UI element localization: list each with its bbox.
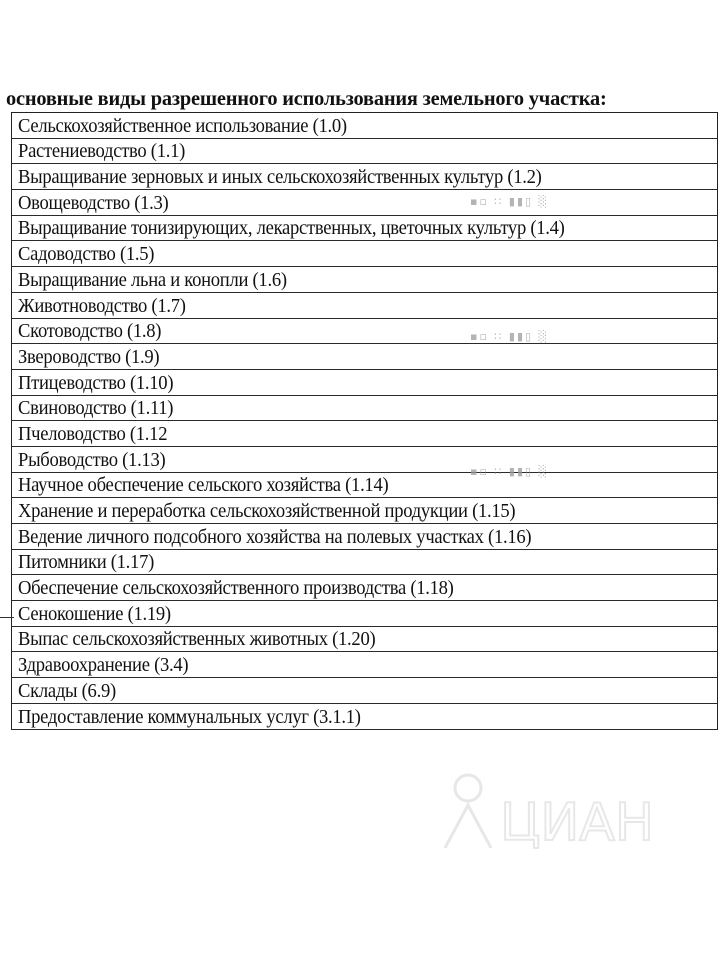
table-row xyxy=(12,319,717,345)
scan-artifact: ▪▫ ∷ ▮▮▯ ░ xyxy=(470,465,550,478)
table-row xyxy=(12,678,717,704)
land-use-cell: Хранение и переработка сельскохозяйственной продукции (1.15) xyxy=(18,500,516,522)
land-use-table xyxy=(11,112,718,730)
table-row xyxy=(12,267,717,293)
land-use-cell: Выращивание зерновых и иных сельскохозяйственных культур (1.2) xyxy=(18,166,542,189)
table-row xyxy=(12,344,717,370)
land-use-cell: Растениеводство (1.1) xyxy=(18,140,186,163)
stray-scan-line xyxy=(0,617,14,618)
land-use-cell: Животноводство (1.7) xyxy=(18,294,186,317)
land-use-cell: Выращивание льна и конопли (1.6) xyxy=(18,268,287,291)
land-use-cell: Склады (6.9) xyxy=(18,679,116,702)
table-row xyxy=(12,421,717,447)
table-row xyxy=(12,601,717,627)
table-row xyxy=(12,498,717,524)
land-use-cell: Сенокошение (1.19) xyxy=(18,602,171,625)
table-row xyxy=(12,704,717,730)
table-row xyxy=(12,652,717,678)
section-heading: основные виды разрешенного использования земельного участка: xyxy=(6,86,607,110)
scan-artifact: ▪▫ ∷ ▮▮▯ ░ xyxy=(470,195,550,208)
land-use-cell: Ведение личного подсобного хозяйства на полевых участках (1.16) xyxy=(18,525,532,548)
table-row xyxy=(12,190,717,216)
land-use-cell: Предоставление коммунальных услуг (3.1.1) xyxy=(18,705,361,728)
land-use-cell: Научное обеспечение сельского хозяйства (1.14) xyxy=(18,474,389,497)
table-row xyxy=(12,370,717,396)
land-use-cell: Выпас сельскохозяйственных животных (1.20) xyxy=(18,628,376,651)
table-row xyxy=(12,293,717,319)
table-row xyxy=(12,113,717,139)
table-row xyxy=(12,627,717,653)
land-use-cell: Питомники (1.17) xyxy=(18,551,155,574)
land-use-cell: Пчеловодство (1.12 xyxy=(18,422,168,445)
land-use-cell: Свиноводство (1.11) xyxy=(18,397,174,420)
land-use-cell: Садоводство (1.5) xyxy=(18,243,155,266)
land-use-cell: Обеспечение сельскохозяйственного производства (1.18) xyxy=(18,577,454,600)
table-row xyxy=(12,550,717,576)
land-use-cell: Рыбоводство (1.13) xyxy=(18,448,166,471)
land-use-cell: Выращивание тонизирующих, лекарственных, цветочных культур (1.4) xyxy=(18,217,565,240)
table-row xyxy=(12,473,717,499)
table-row xyxy=(12,241,717,267)
table-row xyxy=(12,575,717,601)
land-use-cell: Овощеводство (1.3) xyxy=(18,191,169,214)
table-row xyxy=(12,524,717,550)
land-use-cell: Сельскохозяйственное использование (1.0) xyxy=(18,114,347,137)
land-use-cell: Птицеводство (1.10) xyxy=(18,371,174,394)
table-row xyxy=(12,139,717,165)
table-row xyxy=(12,216,717,242)
scan-artifact: ▪▫ ∷ ▮▮▯ ░ xyxy=(470,330,550,343)
land-use-cell: Скотоводство (1.8) xyxy=(18,320,162,343)
land-use-cell: Звероводство (1.9) xyxy=(18,345,160,368)
land-use-cell: Здравоохранение (3.4) xyxy=(18,654,189,677)
watermark-text: ЦИАН xyxy=(500,793,654,850)
cian-logo-icon xyxy=(440,770,660,850)
table-row xyxy=(12,164,717,190)
table-row xyxy=(12,447,717,473)
table-row xyxy=(12,396,717,422)
